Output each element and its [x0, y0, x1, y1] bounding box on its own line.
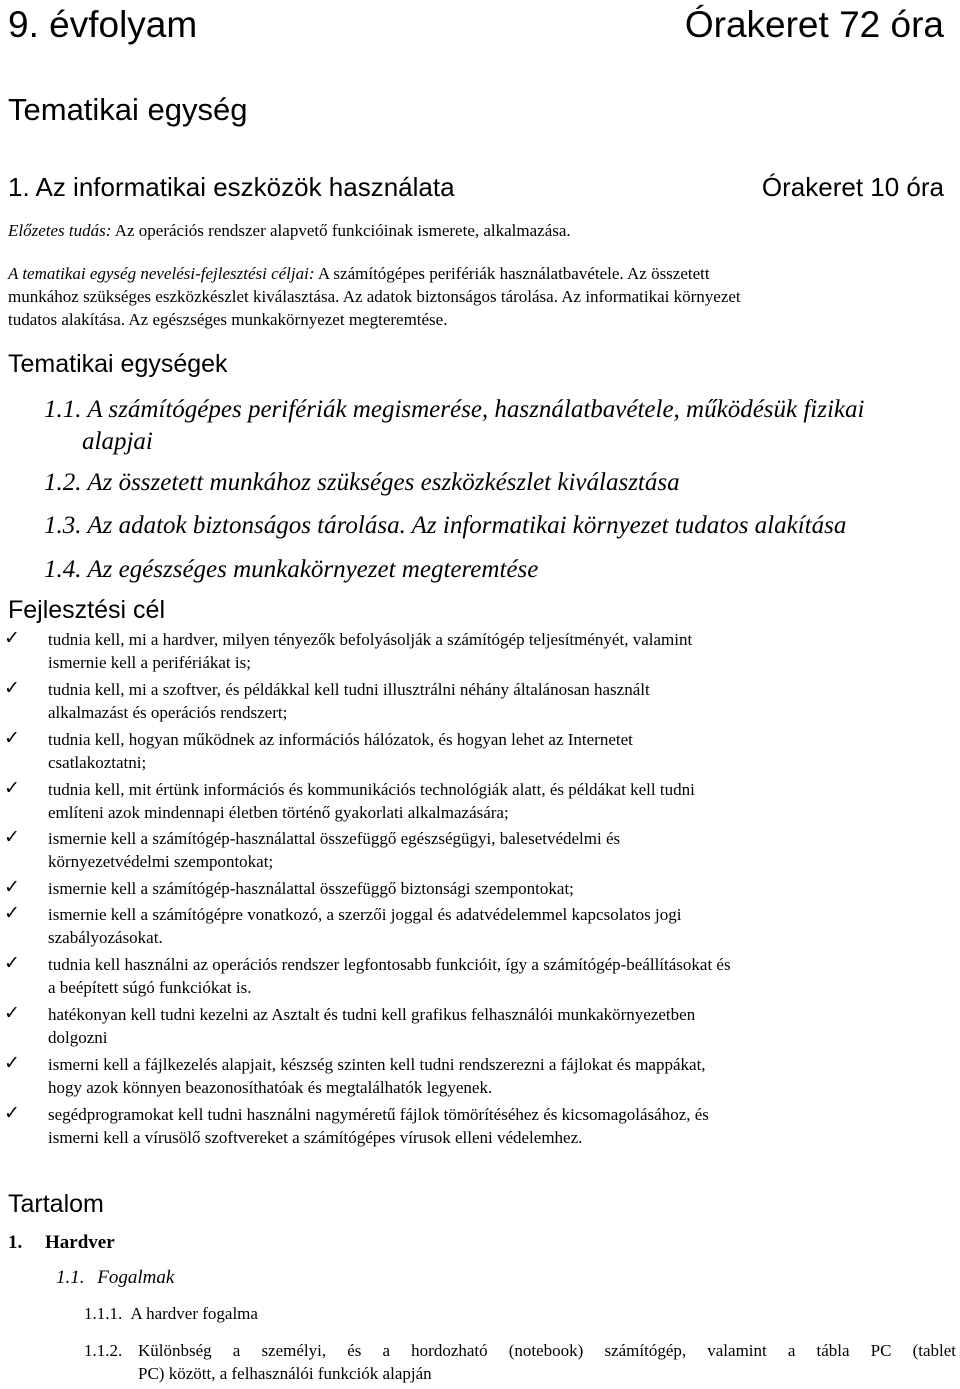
goals-label: A tematikai egység nevelési-fejlesztési céljai: — [8, 264, 315, 283]
check-icon: ✓ — [4, 777, 20, 799]
goal-bullet — [4, 727, 918, 774]
check-icon: ✓ — [4, 627, 20, 649]
unit-number: 1.1. — [44, 396, 82, 423]
content-item — [84, 1339, 956, 1385]
subsection-label: Fogalmak — [97, 1267, 175, 1288]
total-hours: Órakeret 72 óra — [684, 4, 944, 45]
fejlesztesi-cel-heading: Fejlesztési cél — [8, 596, 165, 624]
goals-line: A számítógépes perifériák használatbavétele. Az összetett — [314, 264, 710, 283]
goal-bullet — [4, 1052, 918, 1099]
goals-line: munkához szükséges eszközkészlet kiválasztása. Az adatok biztonságos tárolása. Az informatikai környezet — [8, 287, 741, 306]
unit-text: Az összetett munkához szükséges eszközkészlet kiválasztása — [87, 469, 680, 496]
tartalom-heading: Tartalom — [8, 1190, 104, 1218]
unit-hours: Órakeret 10 óra — [761, 172, 944, 202]
bullet-line: ismernie kell a számítógép-használattal összefüggő biztonsági szempontokat; — [48, 879, 574, 898]
content-section-hardver — [8, 1232, 115, 1254]
unit-list-item — [44, 554, 538, 586]
prior-knowledge-text: Az operációs rendszer alapvető funkcióinak ismerete, alkalmazása. — [111, 221, 571, 240]
unit-heading-row — [8, 172, 944, 203]
check-icon: ✓ — [4, 826, 20, 848]
content-item — [84, 1304, 258, 1324]
item-number: 1.1.1. — [84, 1304, 123, 1323]
bullet-line: szabályozásokat. — [48, 928, 163, 947]
tematikai-egyseg-heading: Tematikai egység — [8, 92, 248, 127]
prior-knowledge — [8, 219, 571, 242]
bullet-line: ismerni kell a vírusölő szoftvereket a számítógépes vírusok elleni védelemhez. — [48, 1128, 583, 1147]
content-subsection-fogalmak — [56, 1267, 174, 1289]
bullet-line: környezetvédelmi szempontokat; — [48, 852, 274, 871]
bullet-line: dolgozni — [48, 1028, 108, 1047]
check-icon: ✓ — [4, 952, 20, 974]
bullet-line: tudnia kell, mit értünk információs és kommunikációs technológiák alatt, és példákat kell tudni — [48, 780, 695, 799]
bullet-line: ismernie kell a perifériákat is; — [48, 653, 251, 672]
bullet-line: tudnia kell, hogyan működnek az információs hálózatok, és hogyan lehet az Internetet — [48, 730, 633, 749]
check-icon: ✓ — [4, 1052, 20, 1074]
goals-line: tudatos alakítása. Az egészséges munkakörnyezet megteremtése. — [8, 310, 448, 329]
unit-number: 1.4. — [44, 556, 82, 583]
bullet-line: ismernie kell a számítógép-használattal összefüggő egészségügyi, balesetvédelmi és — [48, 829, 621, 848]
section-label: Hardver — [45, 1232, 115, 1253]
goal-bullet — [4, 677, 918, 724]
goal-bullet — [4, 826, 918, 873]
check-icon: ✓ — [4, 1102, 20, 1124]
unit-title: 1. Az informatikai eszközök használata — [8, 172, 455, 202]
goal-bullet — [4, 952, 918, 999]
prior-knowledge-label: Előzetes tudás: — [8, 221, 112, 240]
bullet-line: ismerni kell a fájlkezelés alapjait, készség szinten kell tudni rendszerezni a fájlokat és mappákat, — [48, 1055, 706, 1074]
subsection-number: 1.1. — [56, 1267, 85, 1288]
bullet-line: tudnia kell használni az operációs rendszer legfontosabb funkcióit, így a számítógép-beállításokat és — [48, 955, 731, 974]
goal-bullet — [4, 876, 918, 900]
goal-bullet — [4, 627, 918, 674]
document-header — [8, 4, 944, 46]
goal-bullet — [4, 1102, 918, 1149]
tematikai-egysegek-heading: Tematikai egységek — [8, 350, 228, 378]
section-number: 1. — [8, 1232, 23, 1253]
unit-list-item — [44, 394, 954, 458]
unit-text-cont: alapjai — [82, 428, 153, 455]
check-icon: ✓ — [4, 876, 20, 898]
bullet-line: csatlakoztatni; — [48, 753, 147, 772]
check-icon: ✓ — [4, 902, 20, 924]
goal-bullet — [4, 902, 918, 949]
bullet-line: hatékonyan kell tudni kezelni az Asztalt és tudni kell grafikus felhasználói munkakörnyezetben — [48, 1005, 696, 1024]
item-label: A hardver fogalma — [130, 1304, 258, 1323]
bullet-line: tudnia kell, mi a hardver, milyen tényezők befolyásolják a számítógép teljesítményét, valamint — [48, 630, 693, 649]
grade-title: 9. évfolyam — [8, 4, 198, 45]
check-icon: ✓ — [4, 727, 20, 749]
goals-paragraph — [8, 262, 953, 331]
check-icon: ✓ — [4, 677, 20, 699]
bullet-line: alkalmazást és operációs rendszert; — [48, 703, 288, 722]
goal-bullet — [4, 777, 918, 824]
check-icon: ✓ — [4, 1002, 20, 1024]
unit-text: Az adatok biztonságos tárolása. Az informatikai környezet tudatos alakítása — [87, 512, 847, 539]
unit-number: 1.2. — [44, 469, 82, 496]
bullet-line: hogy azok könnyen beazonosíthatóak és megtalálhatók legyenek. — [48, 1078, 493, 1097]
unit-text: Az egészséges munkakörnyezet megteremtése — [87, 556, 539, 583]
unit-text: A számítógépes perifériák megismerése, használatbavétele, működésük fizikai — [87, 396, 865, 423]
unit-list-item — [44, 510, 846, 542]
item-line: Különbség a személyi, és a hordozható (notebook) számítógép, valamint a tábla PC (tablet — [138, 1341, 956, 1360]
item-number: 1.1.2. — [84, 1341, 123, 1360]
bullet-line: ismernie kell a számítógépre vonatkozó, a szerzői joggal és adatvédelemmel kapcsolatos jogi — [48, 905, 682, 924]
bullet-line: említeni azok mindennapi életben történő gyakorlati alkalmazására; — [48, 803, 509, 822]
item-line: PC) között, a felhasználói funkciók alapján — [138, 1364, 432, 1383]
bullet-line: tudnia kell, mi a szoftver, és példákkal kell tudni illusztrálni néhány általánosan használt — [48, 680, 650, 699]
unit-list-item — [44, 467, 680, 499]
unit-number: 1.3. — [44, 512, 82, 539]
bullet-line: a beépített súgó funkciókat is. — [48, 978, 252, 997]
bullet-line: segédprogramokat kell tudni használni nagyméretű fájlok tömörítéséhez és kicsomagolásához, és — [48, 1105, 709, 1124]
goal-bullet — [4, 1002, 918, 1049]
